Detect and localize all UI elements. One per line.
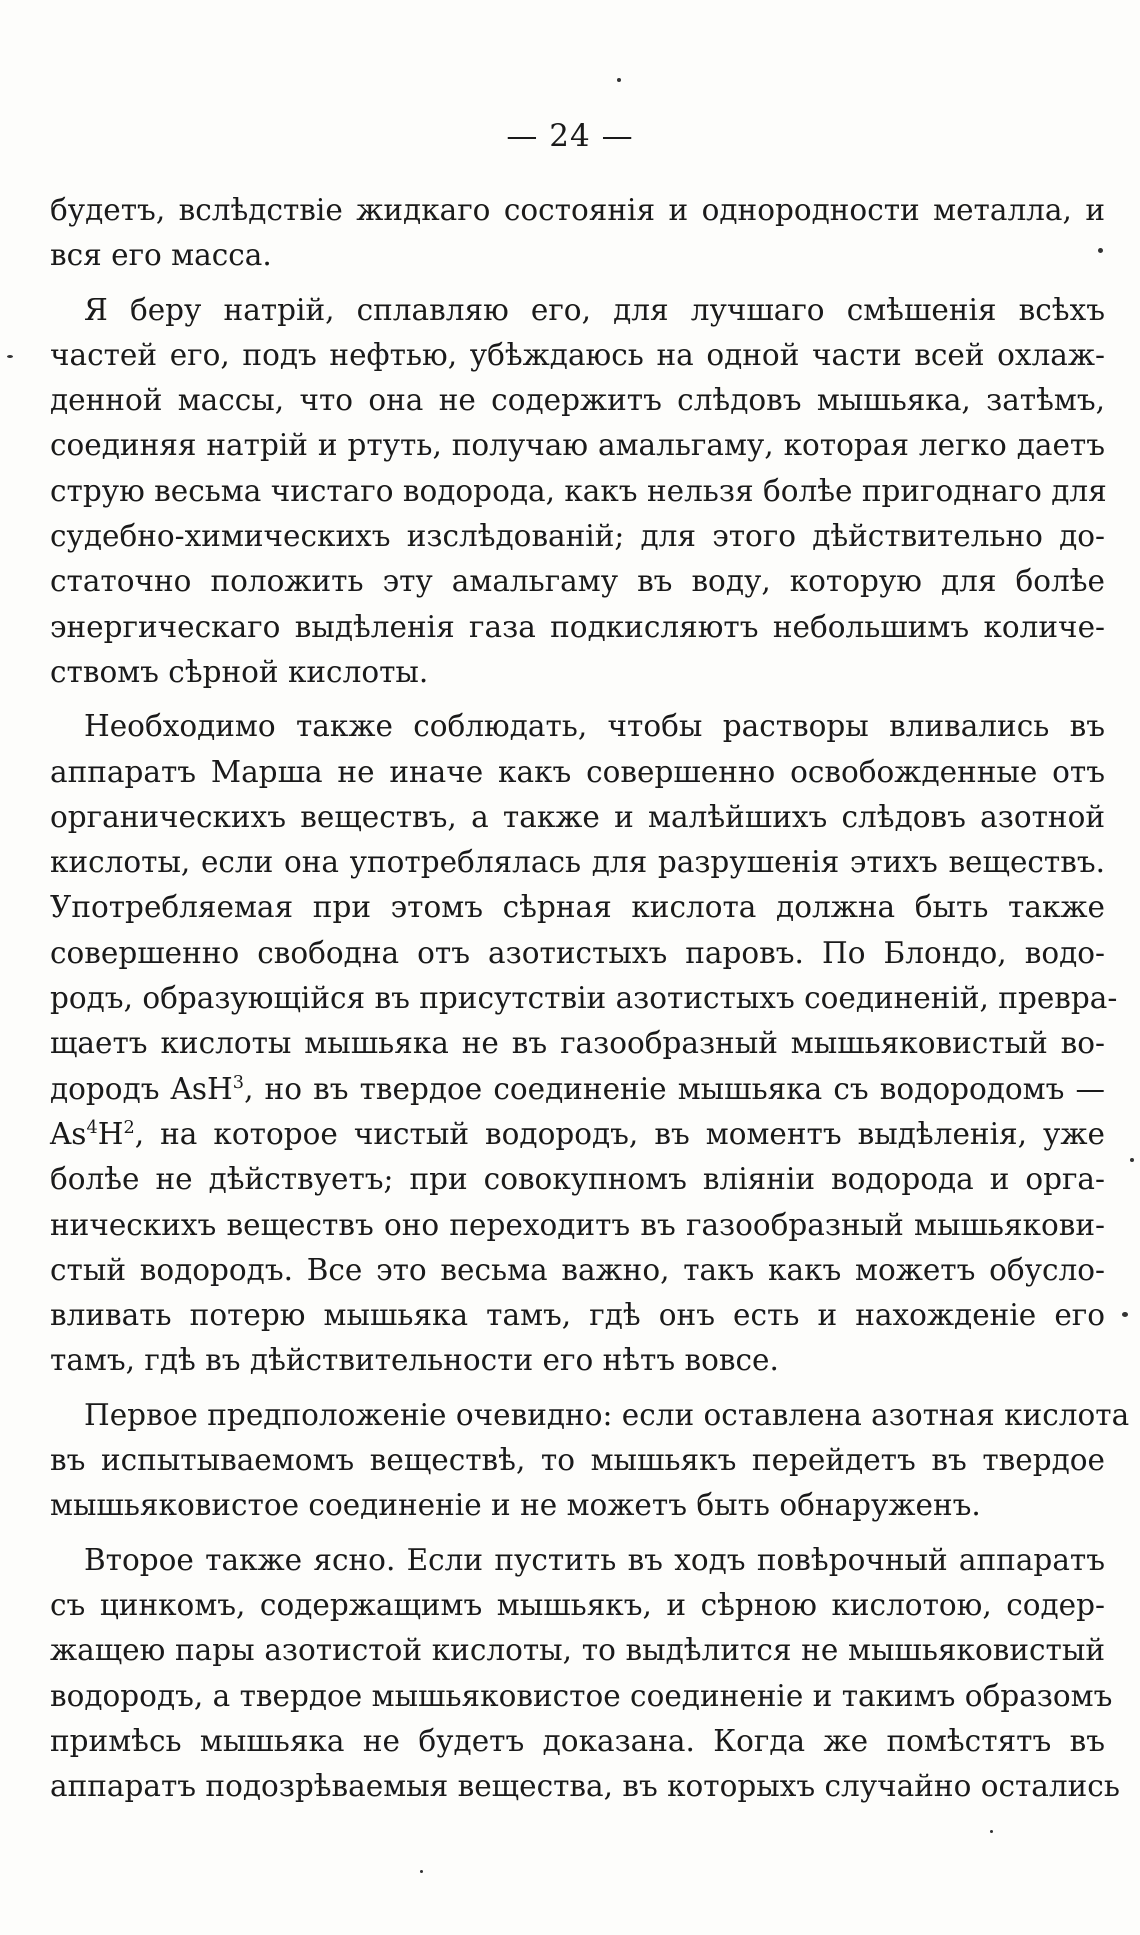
scan-speck bbox=[7, 355, 13, 358]
formula-text: , на которое чистый водородъ, въ моментъ выдѣленія, уже bbox=[134, 1116, 1105, 1151]
scan-speck bbox=[1122, 1312, 1128, 1317]
text-line: частей его, подъ нефтью, убѣждаюсь на одной части всей охлаж- bbox=[50, 337, 1105, 372]
formula-superscript: 4 bbox=[86, 1118, 98, 1139]
text-line: аппаратъ Марша не иначе какъ совершенно освобожденные отъ bbox=[50, 754, 1105, 789]
text-line: ническихъ веществъ оно переходитъ въ газообразный мышьякови- bbox=[50, 1207, 1105, 1242]
paragraph-sodium bbox=[50, 288, 1105, 696]
formula-line bbox=[50, 1112, 1105, 1157]
text-line: съ цинкомъ, содержащимъ мышьякъ, и сѣрною кислотою, содер- bbox=[50, 1587, 1105, 1622]
text-line: Второе также ясно. Если пустить въ ходъ повѣрочный аппаратъ bbox=[84, 1542, 1105, 1577]
text-line: стый водородъ. Все это весьма важно, такъ какъ можетъ обусло- bbox=[50, 1252, 1105, 1287]
text-line: будетъ, вслѣдствіе жидкаго состоянія и однородности металла, и bbox=[50, 193, 1105, 227]
text-line: Употребляемая при этомъ сѣрная кислота должна быть также bbox=[50, 890, 1105, 925]
paragraph-continuation bbox=[50, 188, 1105, 279]
text-line: органическихъ веществъ, а также и малѣйшихъ слѣдовъ азотной bbox=[50, 799, 1105, 834]
text-line: энергическаго выдѣленія газа подкисляютъ небольшимъ количе- bbox=[50, 609, 1105, 644]
text-line: судебно-химическихъ изслѣдованій; для этого дѣйствительно до- bbox=[50, 519, 1105, 554]
scan-speck bbox=[420, 1870, 423, 1873]
formula-line bbox=[50, 1067, 1105, 1112]
text-line: Я беру натрій, сплавляю его, для лучшаго смѣшенія всѣхъ bbox=[84, 292, 1105, 327]
paragraph-second-assumption bbox=[50, 1538, 1120, 1810]
paragraph-marsh-apparatus bbox=[50, 704, 1118, 1383]
text-line: Необходимо также соблюдать, чтобы растворы вливались въ bbox=[84, 709, 1105, 744]
page-number: — 24 — bbox=[506, 118, 634, 154]
text-line: Первое предположеніе очевидно: если оставлена азотная кислота bbox=[84, 1397, 1130, 1432]
formula-text: , но въ твердое соединеніе мышьяка съ водородомъ — bbox=[244, 1071, 1105, 1106]
text-line: примѣсь мышьяка не будетъ доказана. Когда же помѣстятъ въ bbox=[50, 1723, 1105, 1758]
text-line: мышьяковистое соединеніе и не можетъ быть обнаруженъ. bbox=[50, 1488, 981, 1523]
text-line: въ испытываемомъ веществѣ, то мышьякъ перейдетъ въ твердое bbox=[50, 1443, 1105, 1478]
text-line: жащею пары азотистой кислоты, то выдѣлится не мышьяковистый bbox=[50, 1633, 1105, 1668]
formula-text: H bbox=[97, 1116, 124, 1151]
text-line: кислоты, если она употреблялась для разрушенія этихъ веществъ. bbox=[50, 845, 1105, 880]
body-text bbox=[50, 188, 1130, 1809]
paragraph-first-assumption bbox=[50, 1393, 1130, 1529]
text-line: ствомъ сѣрной кислоты. bbox=[50, 654, 429, 689]
text-line: вся его масса. bbox=[50, 238, 272, 273]
text-line: соединяя натрій и ртуть, получаю амальгаму, которая легко даетъ bbox=[50, 428, 1105, 463]
text-line: тамъ, гдѣ въ дѣйствительности его нѣтъ вовсе. bbox=[50, 1343, 779, 1378]
text-line: родъ, образующійся въ присутствіи азотистыхъ соединеній, превра- bbox=[50, 981, 1118, 1016]
formula-superscript: 3 bbox=[232, 1072, 245, 1093]
text-line: щаетъ кислоты мышьяка не въ газообразный мышьяковистый во- bbox=[50, 1026, 1105, 1061]
formula-text: As bbox=[50, 1116, 87, 1151]
text-line: струю весьма чистаго водорода, какъ нельзя болѣе пригоднаго для bbox=[50, 473, 1107, 508]
scan-speck bbox=[617, 78, 621, 82]
formula-superscript: 2 bbox=[123, 1118, 135, 1139]
text-line: денной массы, что она не содержитъ слѣдовъ мышьяка, затѣмъ, bbox=[50, 383, 1105, 418]
text-line: болѣе не дѣйствуетъ; при совокупномъ вліяніи водорода и орга- bbox=[50, 1162, 1105, 1197]
text-line: аппаратъ подозрѣваемыя вещества, въ которыхъ случайно остались bbox=[50, 1769, 1120, 1804]
text-line: совершенно свободна отъ азотистыхъ паровъ. По Блондо, водо- bbox=[50, 935, 1105, 970]
text-line: водородъ, а твердое мышьяковистое соединеніе и такимъ образомъ bbox=[50, 1678, 1113, 1713]
scan-speck bbox=[990, 1830, 993, 1833]
text-line: вливать потерю мышьяка тамъ, гдѣ онъ есть и нахожденіе его bbox=[50, 1298, 1105, 1333]
scan-speck bbox=[1130, 1158, 1134, 1162]
formula-text: дородъ AsH bbox=[50, 1071, 233, 1106]
text-line: статочно положить эту амальгаму въ воду, которую для болѣе bbox=[50, 564, 1105, 599]
